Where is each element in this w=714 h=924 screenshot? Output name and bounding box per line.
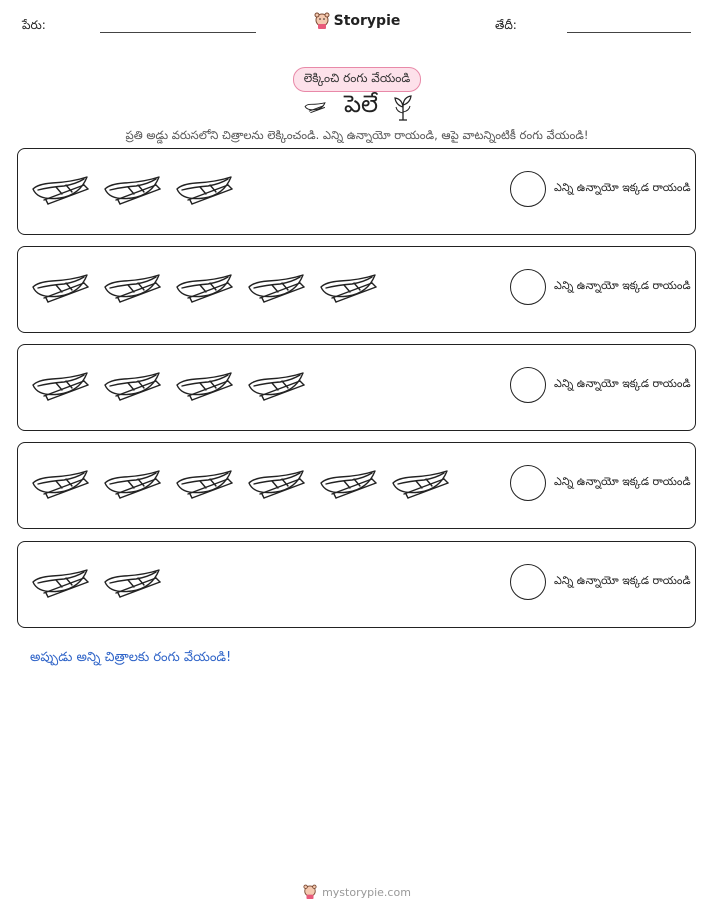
picture-group (30, 560, 162, 602)
picture-group (30, 265, 378, 307)
picture-group (30, 363, 306, 405)
canoe-icon (30, 560, 90, 602)
plant-icon (392, 93, 414, 121)
canoe-icon (246, 461, 306, 503)
counting-row (17, 148, 696, 235)
canoe-icon (30, 167, 90, 209)
canoe-icon (390, 461, 450, 503)
canoe-icon (102, 167, 162, 209)
picture-group (30, 461, 450, 503)
brand-name: Storypie (333, 13, 401, 29)
canoe-icon (318, 265, 378, 307)
canoe-icon (246, 265, 306, 307)
page-title: పెలే (343, 90, 379, 118)
site-footer (0, 884, 714, 903)
counting-row (17, 442, 696, 529)
counting-row (17, 541, 696, 628)
date-label: తేదీ: (495, 18, 517, 32)
site-url: mystorypie.com (322, 885, 411, 899)
answer-circle[interactable] (510, 367, 546, 403)
answer-prompt: ఎన్ని ఉన్నాయో ఇక్కడ రాయండి (554, 475, 691, 488)
canoe-icon (102, 461, 162, 503)
canoe-icon (30, 265, 90, 307)
answer-prompt: ఎన్ని ఉన్నాయో ఇక్కడ రాయండి (554, 377, 691, 390)
date-line[interactable] (567, 32, 691, 33)
canoe-icon (30, 461, 90, 503)
answer-circle[interactable] (510, 465, 546, 501)
canoe-icon (102, 265, 162, 307)
canoe-icon (174, 363, 234, 405)
canoe-icon (102, 363, 162, 405)
instructions: ప్రతి అడ్డు వరుసలోని చిత్రాలను లెక్కించండి. ఎన్ని ఉన్నాయో రాయండి, ఆపై వాటన్నింటికీ రంగు వేయండి! (125, 128, 589, 142)
canoe-icon (174, 461, 234, 503)
picture-group (30, 167, 234, 209)
canoe-icon (102, 560, 162, 602)
answer-circle[interactable] (510, 269, 546, 305)
name-label: పేరు: (22, 18, 46, 32)
activity-tag-label: లెక్కించి రంగు వేయండి (293, 67, 421, 92)
storypie-bear-logo (314, 12, 330, 30)
canoe-icon (318, 461, 378, 503)
answer-prompt: ఎన్ని ఉన్నాయో ఇక్కడ రాయండి (554, 279, 691, 292)
activity-tag (0, 67, 714, 92)
canoe-icon (174, 167, 234, 209)
canoe-icon (174, 265, 234, 307)
answer-prompt: ఎన్ని ఉన్నాయో ఇక్కడ రాయండి (554, 181, 691, 194)
answer-prompt: ఎన్ని ఉన్నాయో ఇక్కడ రాయండి (554, 574, 691, 587)
brand-logo (0, 12, 714, 34)
counting-row (17, 344, 696, 431)
storypie-bear-logo (303, 884, 317, 900)
answer-circle[interactable] (510, 171, 546, 207)
canoe-icon (30, 363, 90, 405)
answer-circle[interactable] (510, 564, 546, 600)
footer-instruction: అప్పుడు అన్ని చిత్రాలకు రంగు వేయండి! (30, 650, 232, 665)
canoe-icon (246, 363, 306, 405)
canoe-icon (300, 99, 330, 115)
title-row (0, 90, 714, 124)
counting-row (17, 246, 696, 333)
